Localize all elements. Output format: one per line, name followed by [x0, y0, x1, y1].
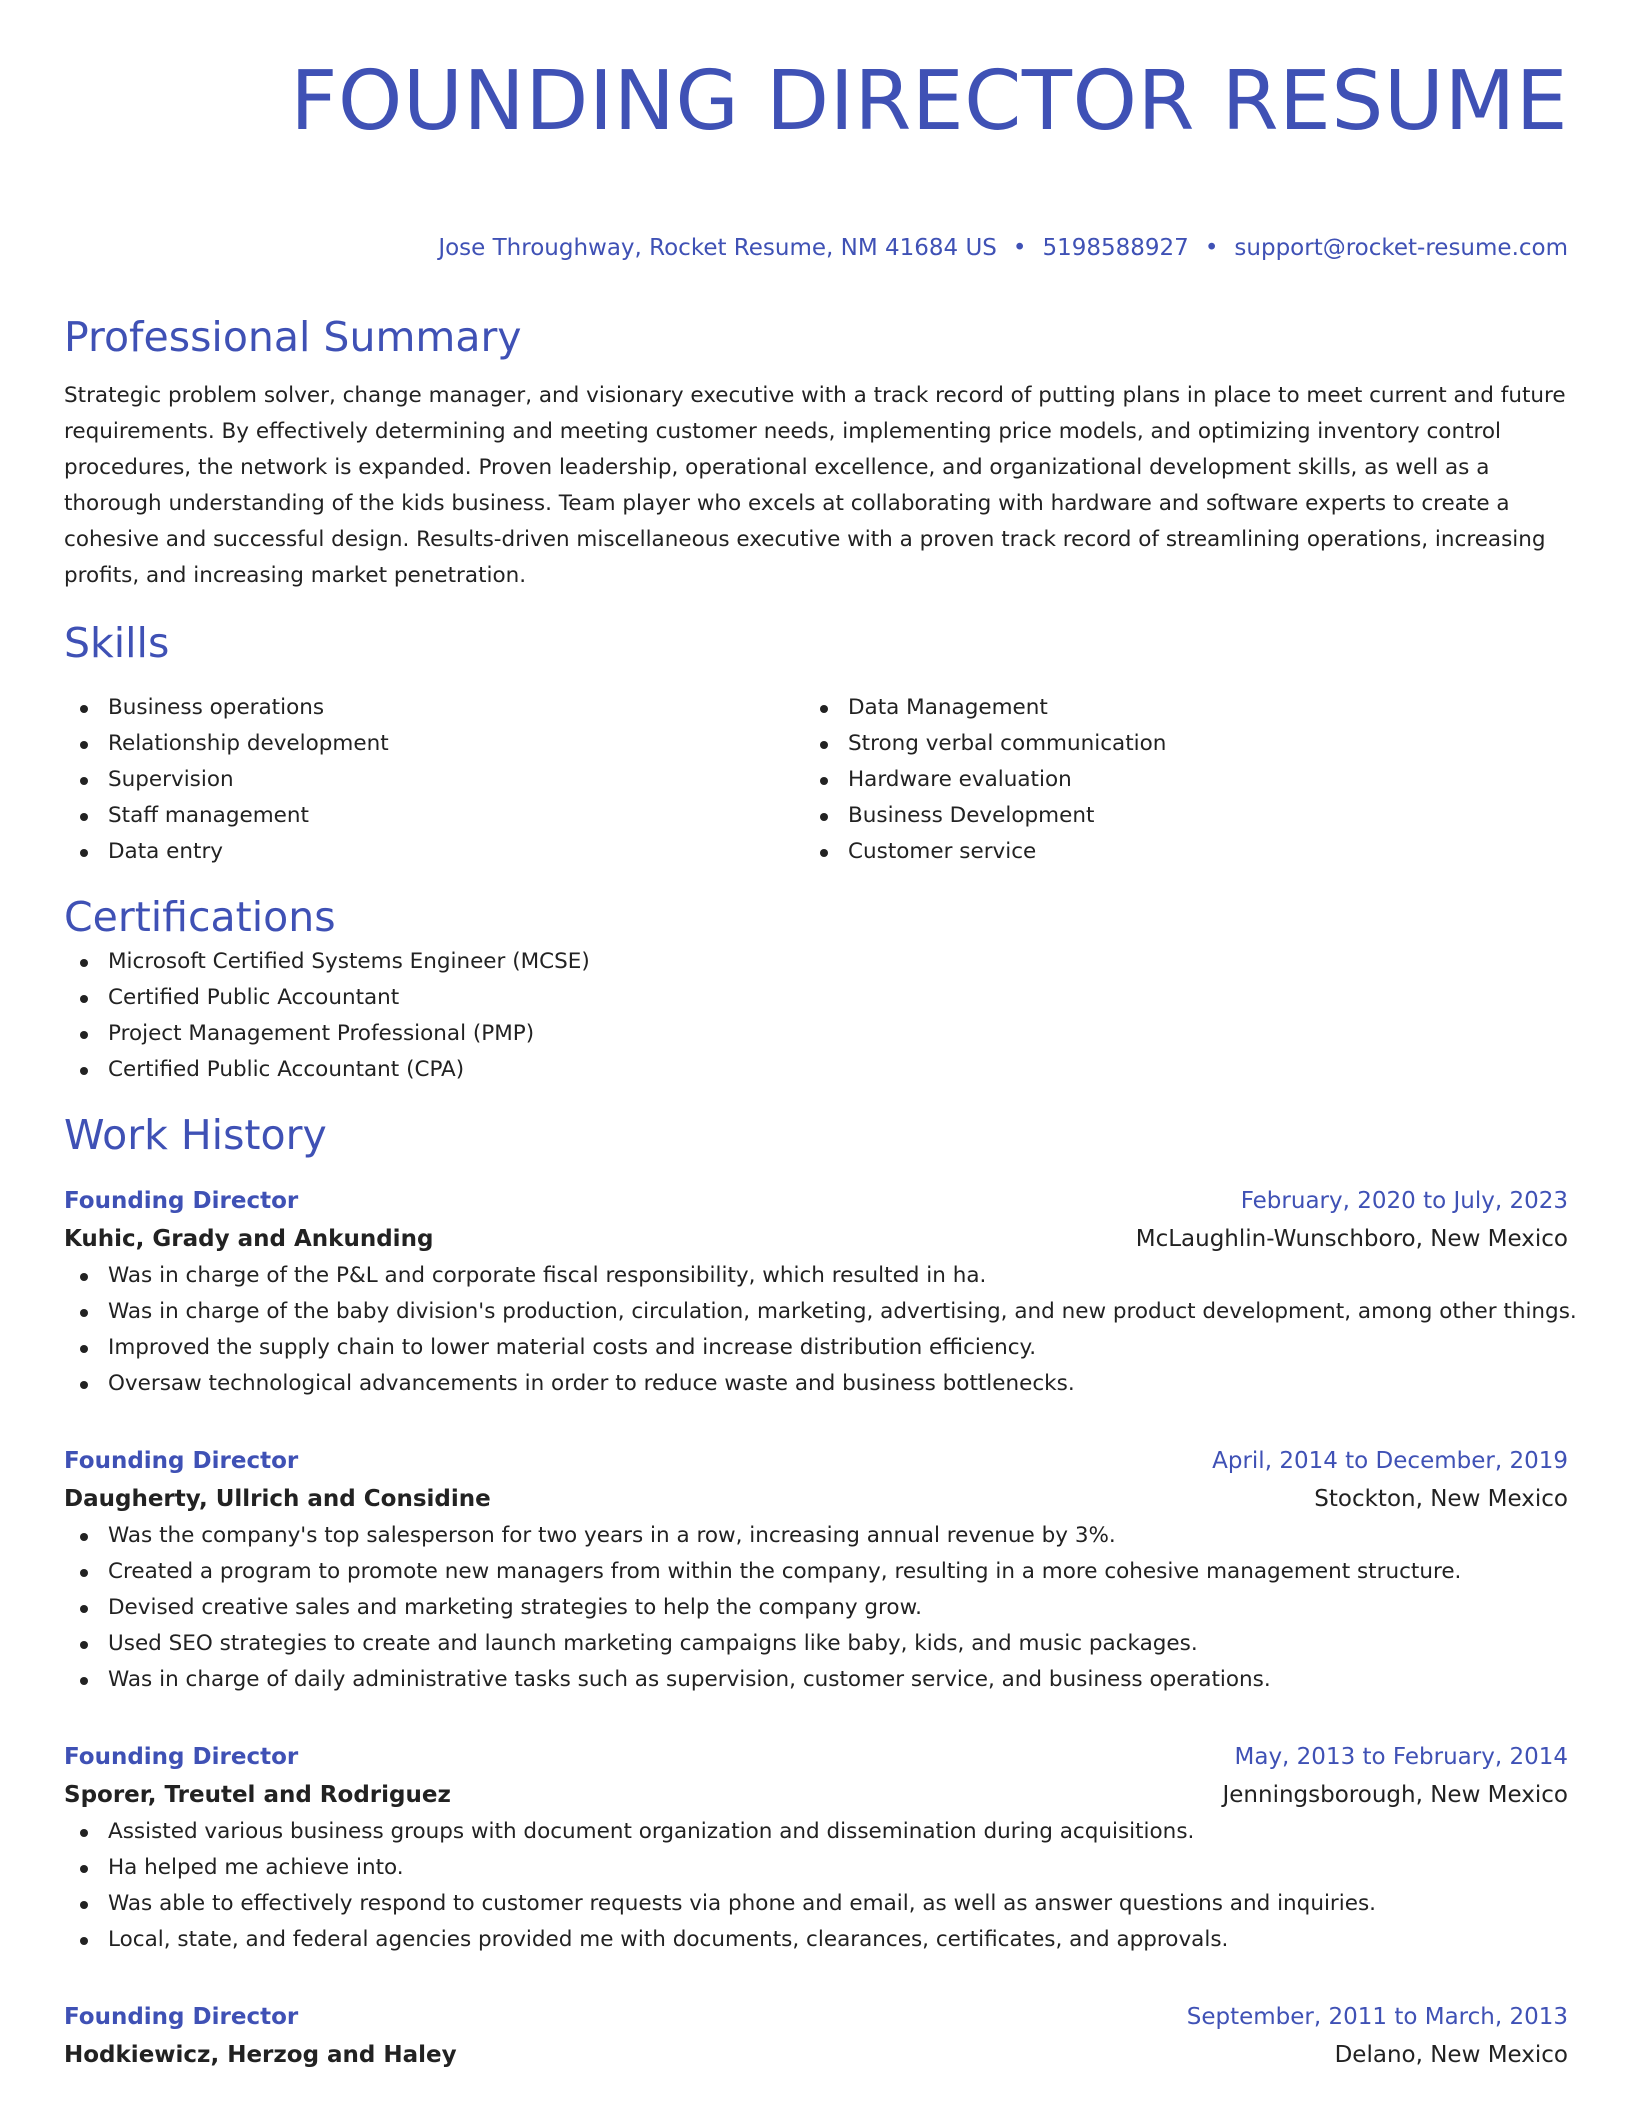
job-title: Founding Director [64, 1448, 299, 1474]
job-company-row [64, 1220, 1568, 1258]
job-duties-list [64, 1814, 1568, 1958]
certification-item: Certified Public Accountant [64, 980, 1568, 1016]
job-duty: Was the company's top salesperson for two years in a row, increasing annual revenue by 3%. [64, 1518, 1568, 1554]
job-company-row [64, 2036, 1568, 2074]
job-duty: Oversaw technological advancements in order to reduce waste and business bottlenecks. [64, 1366, 1568, 1402]
work-history-heading: Work History [64, 1111, 327, 1159]
certification-item: Project Management Professional (PMP) [64, 1016, 1568, 1052]
job-duties-list [64, 1518, 1568, 1698]
skill-item: Business Development [804, 798, 1544, 834]
certification-item: Certified Public Accountant (CPA) [64, 1052, 1568, 1088]
job-title-row [64, 1998, 1568, 2036]
contact-email: support@rocket-resume.com [1234, 235, 1568, 261]
job-title: Founding Director [64, 2004, 299, 2030]
job-company-row [64, 1480, 1568, 1518]
skills-column-right [804, 690, 1544, 870]
job-duty: Assisted various business groups with document organization and dissemination during acquisitions. [64, 1814, 1568, 1850]
job-duty: Ha helped me achieve into. [64, 1850, 1568, 1886]
job-duty: Used SEO strategies to create and launch marketing campaigns like baby, kids, and music packages. [64, 1626, 1568, 1662]
job-duty: Was in charge of daily administrative tasks such as supervision, customer service, and business operations. [64, 1662, 1568, 1698]
job-duty: Improved the supply chain to lower material costs and increase distribution efficiency. [64, 1330, 1568, 1366]
job-title-row [64, 1738, 1568, 1776]
skills-list-right [804, 690, 1544, 870]
certifications-list [64, 944, 1568, 1088]
certification-item: Microsoft Certified Systems Engineer (MCSE) [64, 944, 1568, 980]
skill-item: Staff management [64, 798, 804, 834]
skill-item: Data Management [804, 690, 1544, 726]
job-duty: Devised creative sales and marketing strategies to help the company grow. [64, 1590, 1568, 1626]
skill-item: Supervision [64, 762, 804, 798]
job-duty: Was able to effectively respond to customer requests via phone and email, as well as answer questions and inquiries. [64, 1886, 1568, 1922]
job-title-row [64, 1442, 1568, 1480]
job-company-row [64, 1776, 1568, 1814]
job-title-row [64, 1182, 1568, 1220]
contact-phone: 5198588927 [1042, 235, 1189, 261]
job-company: Kuhic, Grady and Ankunding [64, 1226, 434, 1252]
job-entry [64, 1442, 1568, 1698]
job-entry [64, 1998, 1568, 2074]
skill-item: Data entry [64, 834, 804, 870]
job-duties-list [64, 1258, 1577, 1402]
skill-item: Business operations [64, 690, 804, 726]
job-company: Sporer, Treutel and Rodriguez [64, 1782, 451, 1808]
job-company: Daugherty, Ullrich and Considine [64, 1486, 491, 1512]
contact-separator: • [1204, 235, 1219, 261]
contact-separator: • [1012, 235, 1027, 261]
skill-item: Hardware evaluation [804, 762, 1544, 798]
skill-item: Customer service [804, 834, 1544, 870]
job-entry [64, 1182, 1577, 1402]
job-title: Founding Director [64, 1744, 299, 1770]
job-duty: Was in charge of the P&L and corporate fiscal responsibility, which resulted in ha. [64, 1258, 1568, 1294]
job-dates: September, 2011 to March, 2013 [1186, 2004, 1568, 2030]
certifications-heading: Certifications [64, 893, 336, 941]
job-dates: April, 2014 to December, 2019 [1212, 1448, 1568, 1474]
skills-column-left [64, 690, 804, 870]
skills-heading: Skills [64, 619, 170, 667]
job-company: Hodkiewicz, Herzog and Haley [64, 2042, 457, 2068]
summary-text: Strategic problem solver, change manager, and visionary executive with a track record of putting plans in place to meet current and future requirements. By effectively determining and meeting customer needs, implementing price models, and optimizing inventory control procedures, the network is expanded. Proven leadership, operational excellence, and organizational development skills, as well as a thorough understanding of the kids business. Team player who excels at collaborating with hardware and software experts to create a cohesive and successful design. Results-driven miscellaneous executive with a proven track record of streamlining operations, increasing profits, and increasing market penetration. [64, 383, 1566, 588]
job-location: Stockton, New Mexico [1314, 1486, 1568, 1512]
skills-grid [64, 690, 1568, 870]
job-location: Jenningsborough, New Mexico [1222, 1782, 1568, 1808]
skill-item: Relationship development [64, 726, 804, 762]
job-dates: February, 2020 to July, 2023 [1240, 1188, 1568, 1214]
job-location: Delano, New Mexico [1334, 2042, 1568, 2068]
job-duty: Created a program to promote new managers from within the company, resulting in a more cohesive management structure. [64, 1554, 1568, 1590]
skill-item: Strong verbal communication [804, 726, 1544, 762]
job-duty: Local, state, and federal agencies provided me with documents, clearances, certificates, and approvals. [64, 1922, 1568, 1958]
contact-address: Jose Throughway, Rocket Resume, NM 41684 US [438, 235, 997, 261]
resume-title: FOUNDING DIRECTOR RESUME [290, 54, 1568, 149]
job-title: Founding Director [64, 1188, 299, 1214]
job-dates: May, 2013 to February, 2014 [1234, 1744, 1568, 1770]
skills-list-left [64, 690, 804, 870]
summary-heading: Professional Summary [64, 313, 522, 361]
contact-line [64, 230, 1568, 266]
job-duty: Was in charge of the baby division's production, circulation, marketing, advertising, and new product development, among other things. [64, 1294, 1568, 1330]
job-entry [64, 1738, 1568, 1958]
job-location: McLaughlin-Wunschboro, New Mexico [1135, 1226, 1568, 1252]
